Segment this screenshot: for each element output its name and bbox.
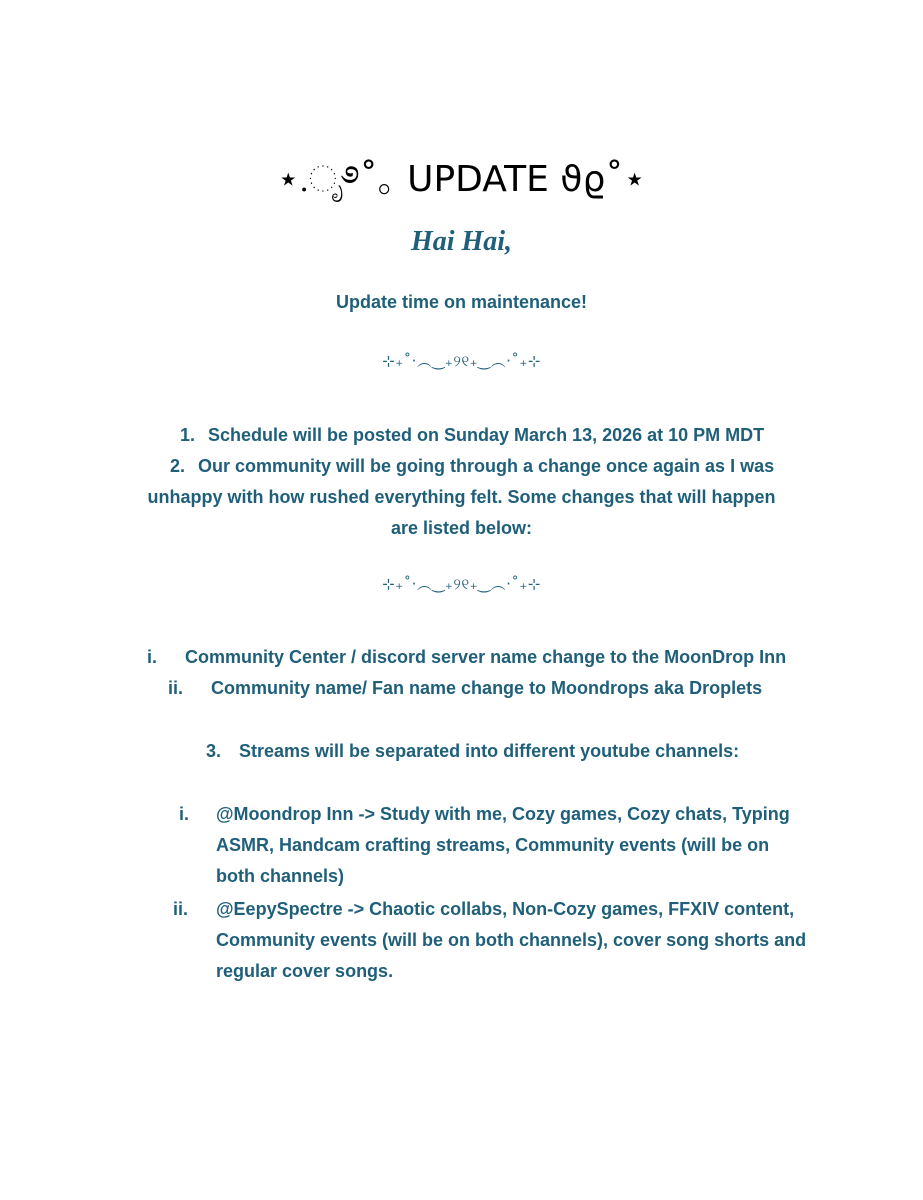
page-title: ⋆.ೃ࿔˚｡ UPDATE ϑϱ˚⋆ — [277, 159, 646, 200]
channel-1-line-2: ASMR, Handcam crafting streams, Community events (will be on — [216, 835, 770, 855]
change-item-2: Community name/ Fan name change to Moondrops aka Droplets — [211, 678, 763, 698]
decorative-divider: ⊹₊˚‧︵‿₊୨୧₊‿︵‧˚₊⊹ — [382, 575, 541, 593]
channel-2-line-1: @EepySpectre -> Chaotic collabs, Non-Cozy games, FFXIV content, — [216, 899, 795, 919]
list-marker-3: 3. — [206, 741, 222, 761]
channel-1-line-1: @Moondrop Inn -> Study with me, Cozy games, Cozy chats, Typing — [216, 804, 790, 824]
list-marker-1: 1. — [180, 425, 196, 445]
change-marker-2: ii. — [168, 678, 184, 698]
channel-marker-2: ii. — [173, 899, 189, 919]
change-marker-1: i. — [147, 647, 158, 667]
decorative-divider: ⊹₊˚‧︵‿₊୨୧₊‿︵‧˚₊⊹ — [382, 352, 541, 370]
change-item-1: Community Center / discord server name change to the MoonDrop Inn — [185, 647, 787, 667]
subheading: Update time on maintenance! — [335, 292, 588, 312]
channel-marker-1: i. — [179, 804, 190, 824]
channel-1-line-3: both channels) — [216, 866, 345, 886]
channel-2-line-2: Community events (will be on both channels), cover song shorts and — [216, 930, 807, 950]
list-item-2-line-1: Our community will be going through a change once again as I was — [198, 456, 775, 476]
list-item-1-text: Schedule will be posted on Sunday March 13, 2026 at 10 PM MDT — [208, 425, 765, 445]
list-item-2-line-3: are listed below: — [390, 518, 533, 538]
greeting: Hai Hai, — [410, 226, 513, 257]
list-marker-2: 2. — [170, 456, 186, 476]
channel-2-line-3: regular cover songs. — [216, 961, 394, 981]
list-item-2-line-2: unhappy with how rushed everything felt. Some changes that will happen — [147, 487, 776, 507]
list-item-3-text: Streams will be separated into different youtube channels: — [239, 741, 740, 761]
